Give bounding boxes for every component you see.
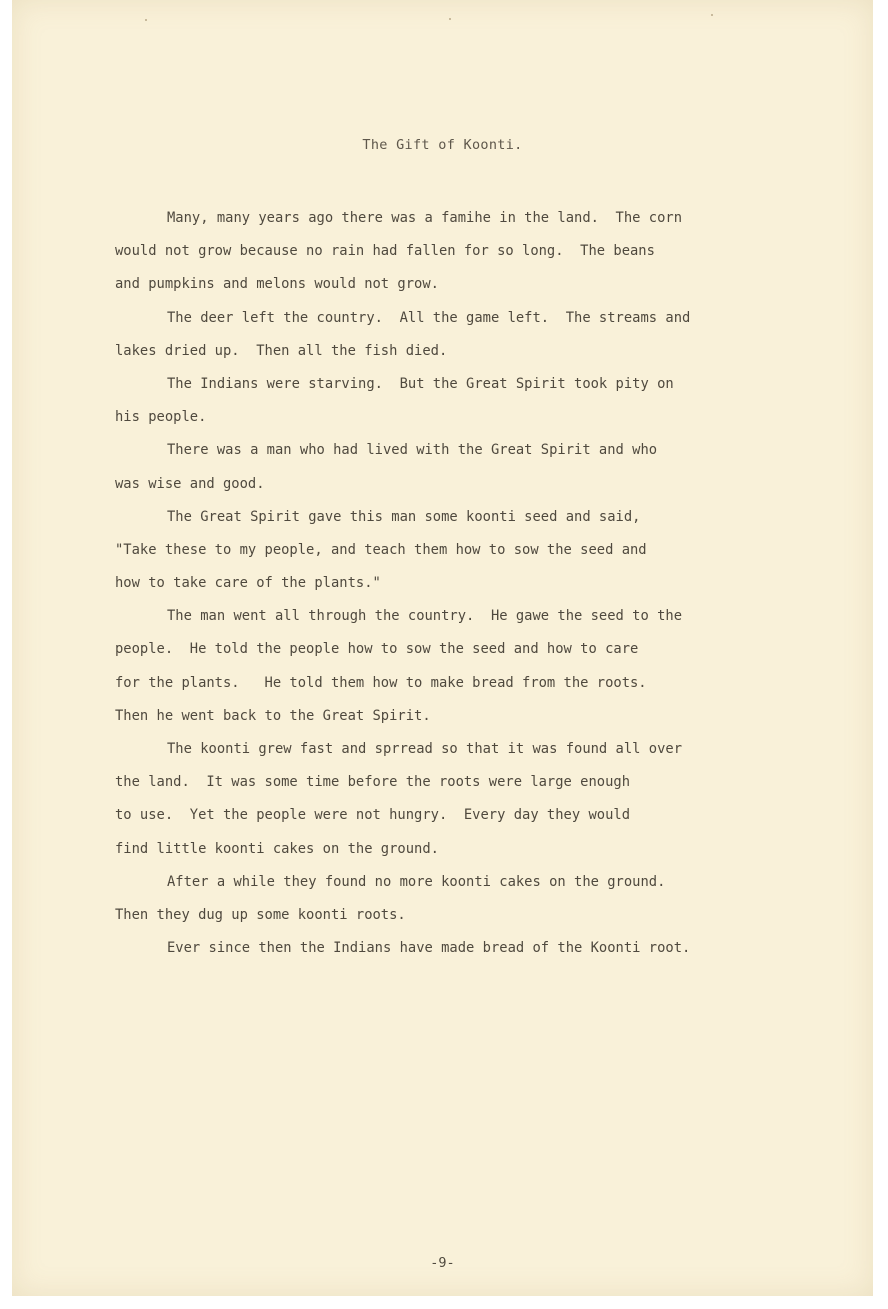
text-line: There was a man who had lived with the Great Spirit and who (167, 442, 658, 459)
page-number: -9- (430, 1255, 455, 1271)
text-line: After a while they found no more koonti cakes on the ground. (167, 873, 666, 890)
text-line: was wise and good. (115, 475, 265, 492)
text-line: to use. Yet the people were not hungry. Every day they would (115, 807, 630, 824)
text-line: Many, many years ago there was a famihe in the land. The corn (167, 210, 682, 226)
paper-speck (711, 14, 713, 16)
text-line: how to take care of the plants." (115, 575, 381, 592)
paper-speck (449, 18, 451, 20)
text-line: and pumpkins and melons would not grow. (115, 276, 439, 293)
page-title: The Gift of Koonti. (362, 137, 523, 153)
text-line: Ever since then the Indians have made bread of the Koonti root. (167, 940, 691, 957)
text-line: The koonti grew fast and sprread so that it was found all over (167, 741, 682, 757)
text-line: The deer left the country. All the game left. The streams and (167, 309, 691, 326)
paper-speck (145, 19, 147, 21)
text-line: lakes dried up. Then all the fish died. (115, 342, 448, 359)
story-body (115, 202, 815, 965)
text-line: The Indians were starving. But the Great Spirit took pity on (167, 375, 674, 392)
text-line: his people. (115, 409, 207, 426)
text-line: for the plants. He told them how to make bread from the roots. (115, 674, 647, 691)
text-line: people. He told the people how to sow the seed and how to care (115, 641, 639, 658)
text-line: The man went all through the country. He gawe the seed to the (167, 608, 682, 625)
text-line: The Great Spirit gave this man some koonti seed and said, (167, 508, 641, 525)
typed-page (12, 0, 873, 1296)
text-line: would not grow because no rain had fallen for so long. The beans (115, 243, 655, 260)
text-line: Then they dug up some koonti roots. (115, 906, 406, 923)
text-line: Then he went back to the Great Spirit. (115, 707, 431, 724)
text-line: find little koonti cakes on the ground. (115, 840, 439, 857)
text-line: the land. It was some time before the roots were large enough (115, 774, 630, 791)
text-line: "Take these to my people, and teach them how to sow the seed and (115, 541, 647, 558)
